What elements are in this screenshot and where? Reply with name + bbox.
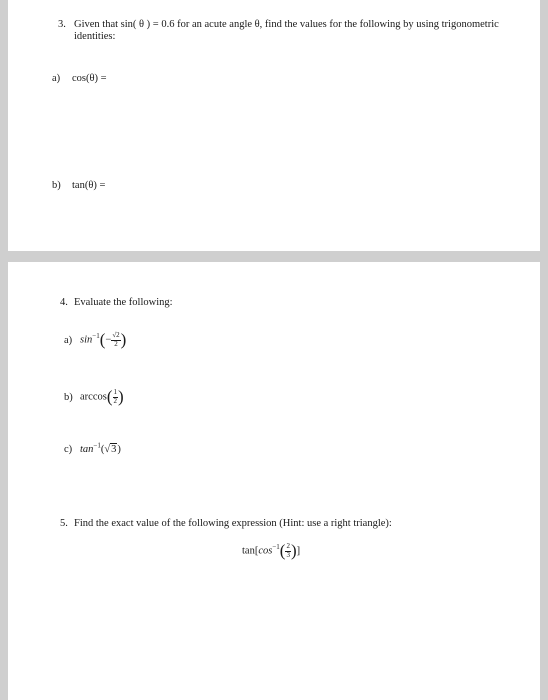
q4a-minus: − — [105, 334, 112, 346]
q3-prompt-line1: Given that sin( θ ) = 0.6 for an acute angle θ, find the values for the following by using trigonometric — [74, 19, 499, 30]
q4a-denominator: 2 — [114, 339, 118, 348]
q4c-func: tan — [80, 444, 94, 455]
q4a-fraction — [111, 332, 120, 348]
q3-number: 3. — [58, 19, 66, 30]
q4c-sup: −1 — [93, 441, 101, 450]
q5-func: tan[ — [242, 545, 259, 557]
q4c-label: c) — [64, 444, 73, 455]
q4b-denominator: 2 — [113, 396, 117, 405]
q3a-label: a) — [52, 73, 61, 84]
q3b-label: b) — [52, 180, 61, 191]
q4a-close-paren: ) — [120, 330, 127, 349]
q4a-expression — [80, 328, 126, 352]
q5-close-bracket: ] — [296, 545, 301, 557]
q4a-sup: −1 — [92, 331, 100, 340]
q5-inner-func: cos — [258, 545, 273, 557]
q5-prompt: Find the exact value of the following expression (Hint: use a right triangle): — [74, 518, 392, 529]
q4a-open-paren: ( — [99, 330, 106, 349]
q4a-func: sin — [80, 334, 93, 346]
q4b-label: b) — [64, 392, 73, 403]
worksheet-page-2 — [8, 262, 540, 700]
q4-prompt: Evaluate the following: — [74, 297, 173, 308]
q4c-radicand: 3 — [111, 444, 117, 455]
q4a-label: a) — [64, 335, 73, 346]
q4-number: 4. — [60, 297, 68, 308]
q5-expression — [242, 539, 300, 563]
q4b-numerator: 1 — [113, 388, 117, 396]
q3-prompt-line2: identities: — [74, 31, 116, 42]
q5-close-paren: ) — [290, 541, 297, 560]
q4b-open-paren: ( — [106, 387, 113, 406]
q4b-func: arccos — [80, 391, 107, 403]
q5-open-paren: ( — [279, 541, 286, 560]
q4b-expression — [80, 385, 124, 409]
q5-sup: −1 — [272, 542, 280, 551]
q4c-expression: $\tan^{-1}(√3)$ — [80, 441, 121, 455]
q5-numerator: 2 — [286, 542, 290, 550]
q5-number: 5. — [60, 518, 68, 529]
q5-denominator: 3 — [286, 550, 290, 559]
q4c-sqrt: √3 — [104, 444, 117, 455]
worksheet-page-1 — [8, 0, 540, 251]
q3b-expression: tan(θ) = — [72, 180, 106, 191]
q3a-expression: cos(θ) = — [72, 73, 107, 84]
q4a-numerator: √2 — [112, 331, 120, 339]
q4b-close-paren: ) — [118, 387, 124, 406]
